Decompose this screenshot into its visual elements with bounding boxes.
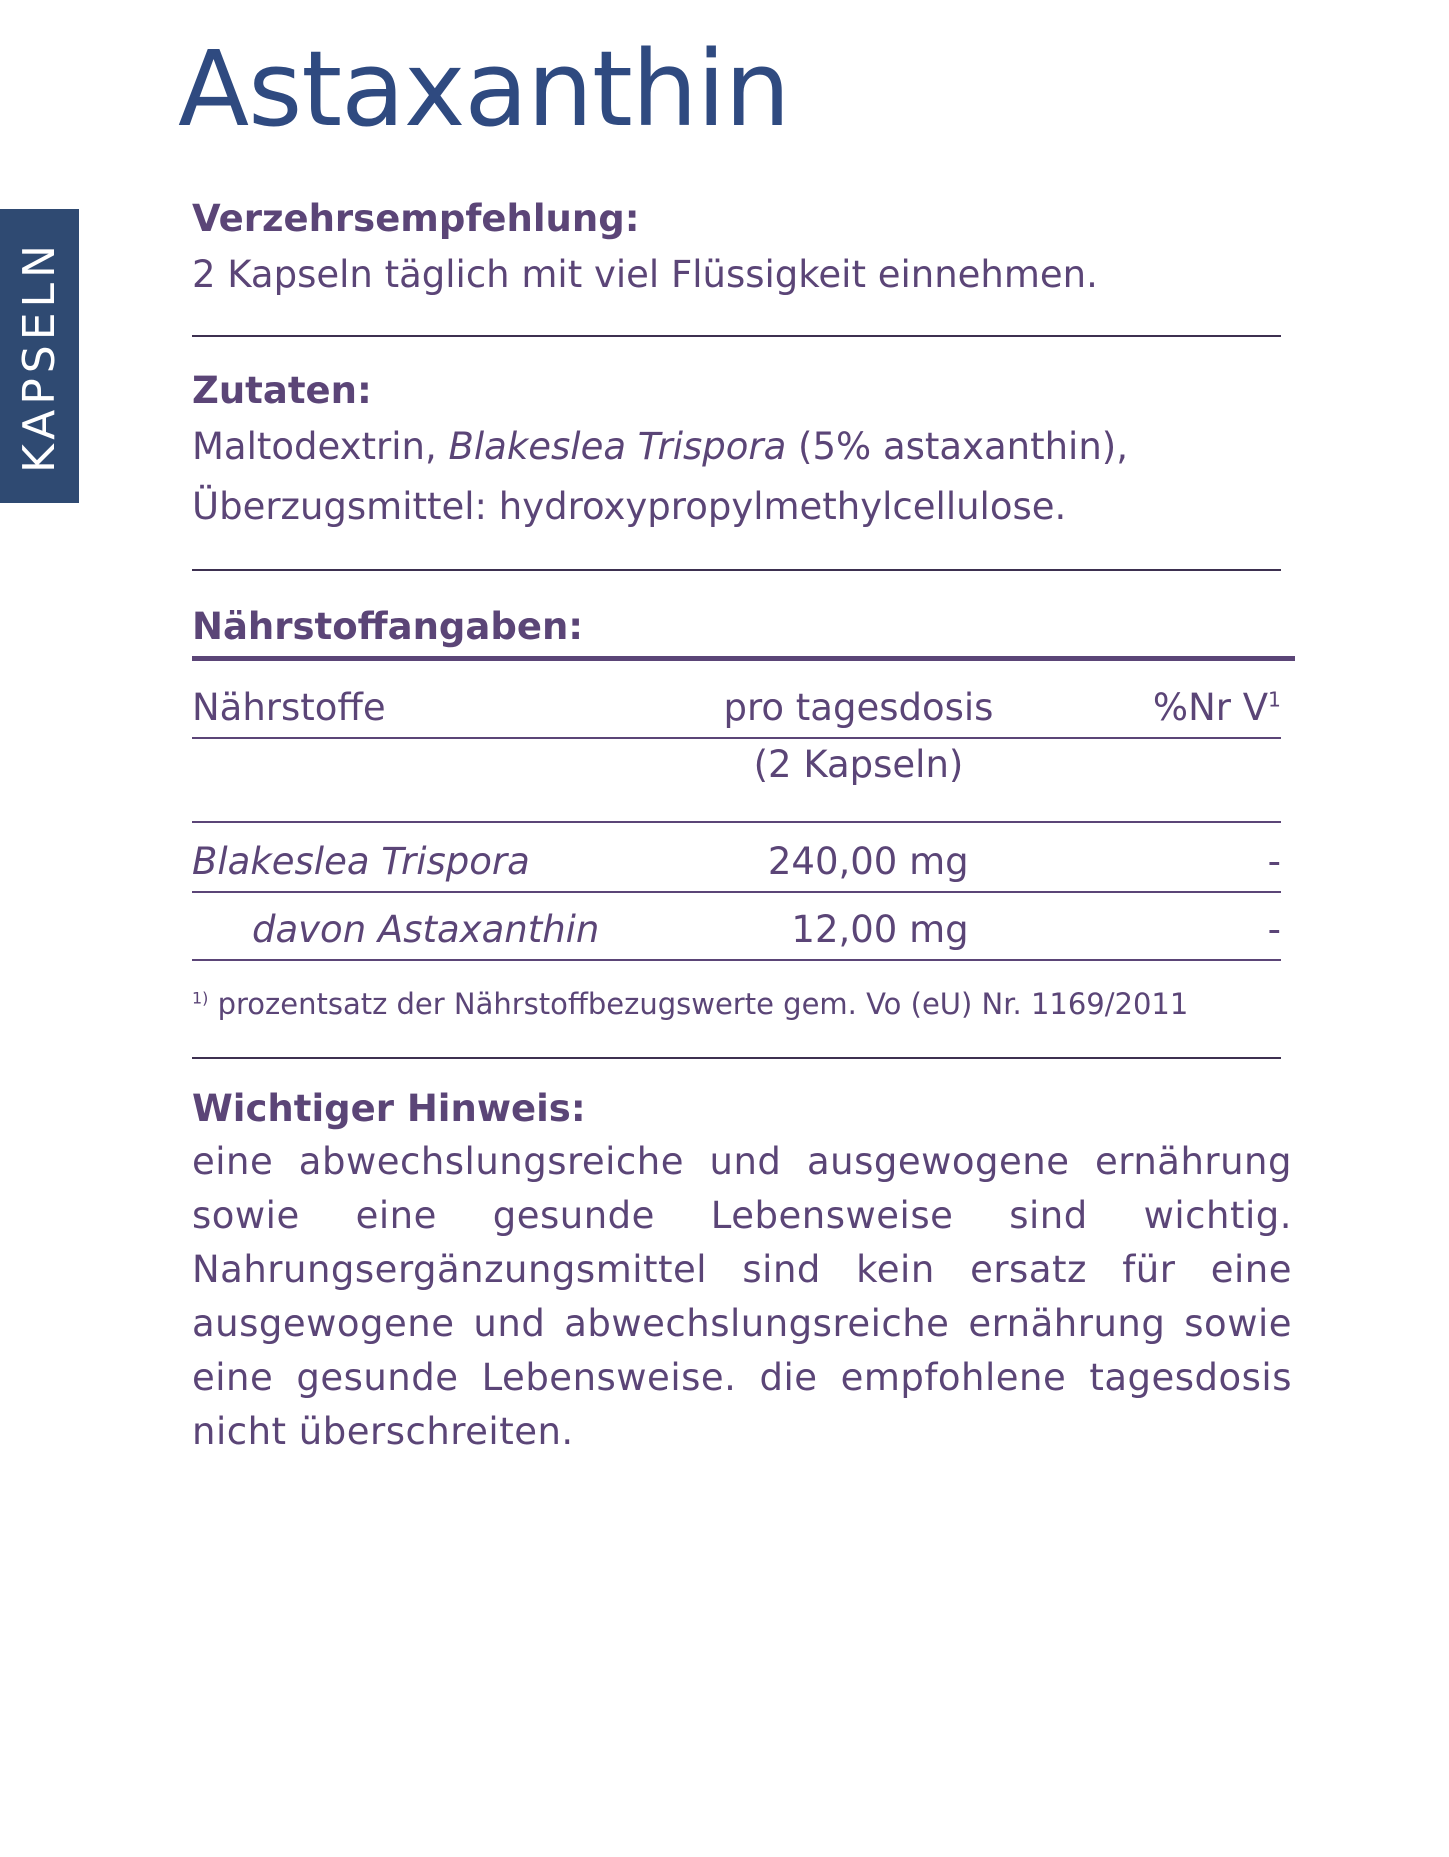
- hinweis-section: [192, 1083, 1292, 1459]
- hinweis-text: eine abwechslungsreiche und ausgewogene ernährung sowie eine gesunde Lebensweise sind wichtig. Nahrungsergänzungsmittel sind kein ersatz für eine ausgewogene und abwechslungsreiche ernährung sowie eine gesunde Lebensweise. die empfohlene tagesdosis nicht überschreiten.: [192, 1140, 1292, 1454]
- separator: [192, 1057, 1281, 1059]
- verzehr-text: 2 Kapseln täglich mit viel Flüssigkeit einnehmen.: [192, 252, 1098, 296]
- footnote-mark: 1): [192, 988, 209, 1008]
- row-amount: 12,00 mg: [613, 892, 1103, 960]
- col-header-nrv: [1104, 661, 1281, 738]
- table-header-row: [192, 661, 1281, 738]
- hinweis-heading: Wichtiger Hinweis:: [192, 1087, 586, 1131]
- table-row: [192, 892, 1281, 960]
- table-footnote: [192, 987, 1281, 1021]
- row-amount: 240,00 mg: [613, 822, 1103, 892]
- subheader-kapseln: (2 Kapseln): [613, 738, 1103, 822]
- verzehr-heading: Verzehrsempfehlung:: [192, 197, 640, 240]
- side-tab-label: KAPSELN: [14, 239, 65, 473]
- zutaten-line-1-end: (5% astaxanthin),: [786, 424, 1128, 468]
- zutaten-line-2: Überzugsmittel: hydroxypropylmethylcellulose.: [192, 484, 1067, 528]
- table-row: [192, 822, 1281, 892]
- row-nrv: -: [1104, 822, 1281, 892]
- zutaten-line-1-start: Maltodextrin,: [192, 424, 449, 468]
- zutaten-line-1-italic: Blakeslea Trispora: [448, 424, 787, 468]
- product-title: Astaxanthin: [178, 28, 790, 150]
- footnote-text: prozentsatz der Nährstoffbezugswerte gem. Vo (eU) Nr. 1169/2011: [217, 987, 1189, 1022]
- col-header-tagesdosis: pro tagesdosis: [613, 661, 1103, 738]
- zutaten-section: [192, 365, 1281, 537]
- row-name: davon Astaxanthin: [192, 892, 613, 960]
- col-header-naehrstoffe: Nährstoffe: [192, 661, 613, 738]
- separator: [192, 569, 1281, 571]
- side-tab: [0, 209, 79, 503]
- naehrstoff-section: [192, 601, 1281, 1022]
- row-nrv: -: [1104, 892, 1281, 960]
- row-name: Blakeslea Trispora: [192, 822, 613, 892]
- nutrition-table: [192, 661, 1281, 961]
- zutaten-heading: Zutaten:: [192, 368, 372, 412]
- zutaten-line-1: [192, 417, 1281, 477]
- col-header-nrv-sup: 1: [1268, 688, 1281, 713]
- col-header-nrv-label: %Nr V: [1152, 686, 1269, 730]
- label-content: [192, 193, 1292, 1459]
- naehrstoff-heading: Nährstoffangaben:: [192, 604, 584, 648]
- verzehr-section: [192, 193, 1281, 305]
- table-subheader-row: [192, 738, 1281, 822]
- separator: [192, 335, 1281, 337]
